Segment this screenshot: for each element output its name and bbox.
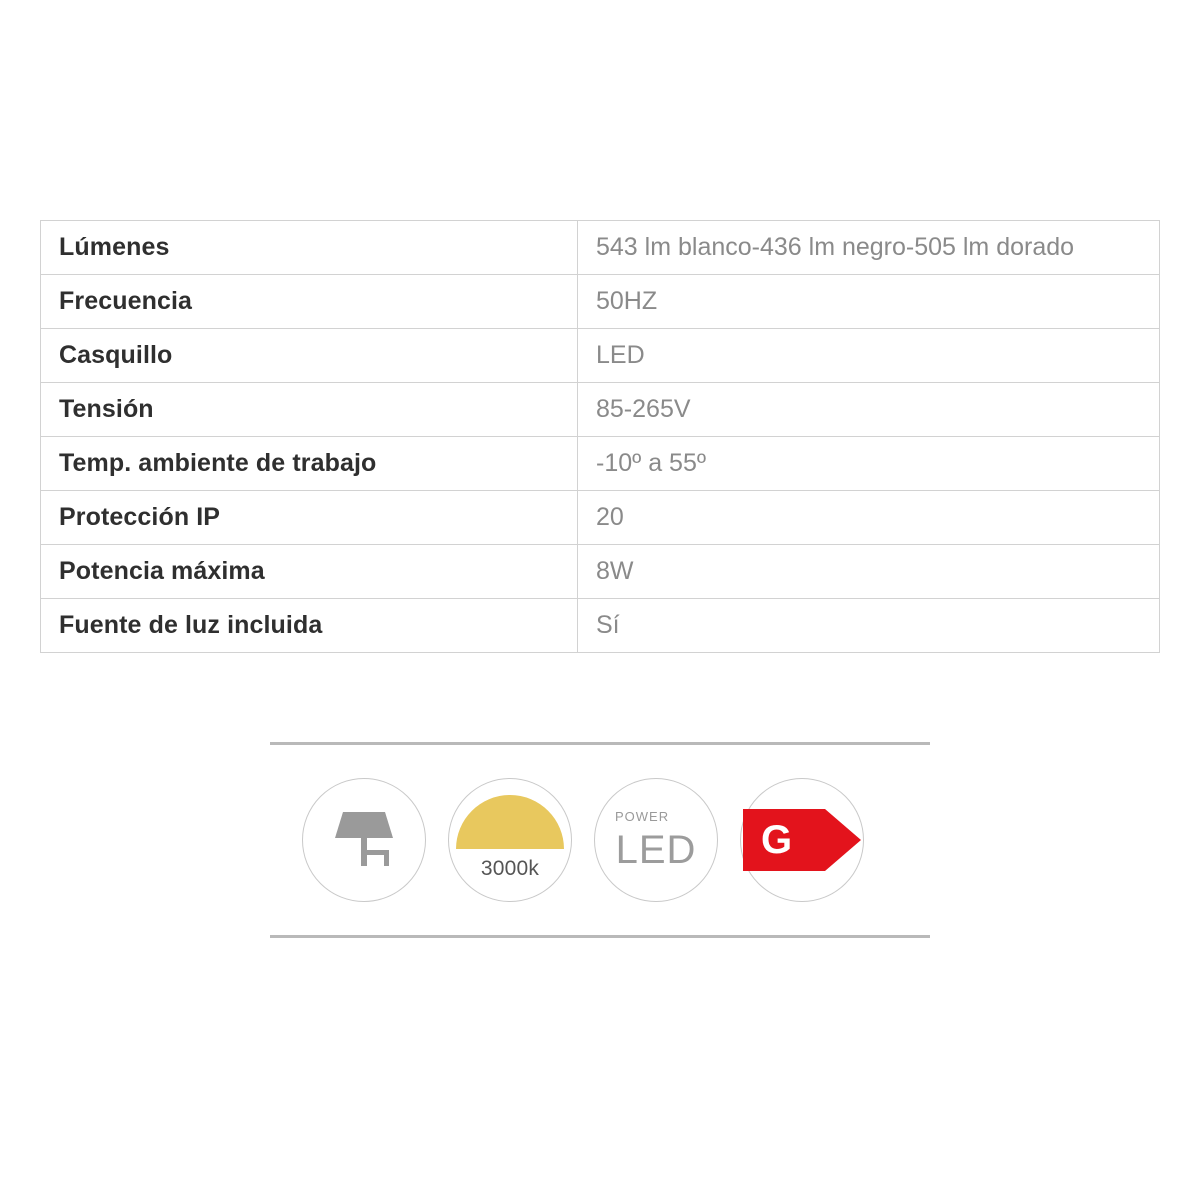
energy-class-badge (740, 778, 864, 902)
spec-value: Sí (578, 599, 1160, 653)
energy-class-letter: G (761, 818, 793, 862)
spec-label: Casquillo (41, 329, 578, 383)
energy-class-arrow-icon (743, 809, 861, 871)
spec-label: Temp. ambiente de trabajo (41, 437, 578, 491)
spec-label: Tensión (41, 383, 578, 437)
table-row (41, 221, 1160, 275)
spec-value: 20 (578, 491, 1160, 545)
warm-light-dome-icon (456, 795, 564, 849)
kelvin-label: 3000k (480, 857, 540, 880)
color-temperature-badge (448, 778, 572, 902)
power-label: POWER (615, 809, 670, 824)
spec-value: 50HZ (578, 275, 1160, 329)
wall-lamp-badge (302, 778, 426, 902)
spec-value: 85-265V (578, 383, 1160, 437)
table-row (41, 599, 1160, 653)
table-row (41, 545, 1160, 599)
spec-label: Fuente de luz incluida (41, 599, 578, 653)
power-led-badge (594, 778, 718, 902)
table-row (41, 491, 1160, 545)
specifications-table (40, 220, 1160, 653)
spec-value: LED (578, 329, 1160, 383)
divider-bottom (270, 935, 930, 938)
spec-value: -10º a 55º (578, 437, 1160, 491)
led-label: LED (615, 827, 697, 872)
wall-lamp-icon (329, 808, 399, 872)
table-row (41, 383, 1160, 437)
spec-label: Protección IP (41, 491, 578, 545)
spec-value: 8W (578, 545, 1160, 599)
spec-label: Potencia máxima (41, 545, 578, 599)
spec-value: 543 lm blanco-436 lm negro-505 lm dorado (578, 221, 1160, 275)
spec-label: Frecuencia (41, 275, 578, 329)
spec-label: Lúmenes (41, 221, 578, 275)
badge-row (270, 745, 930, 935)
feature-badge-strip (270, 742, 930, 938)
table-row (41, 275, 1160, 329)
table-row (41, 437, 1160, 491)
table-row (41, 329, 1160, 383)
